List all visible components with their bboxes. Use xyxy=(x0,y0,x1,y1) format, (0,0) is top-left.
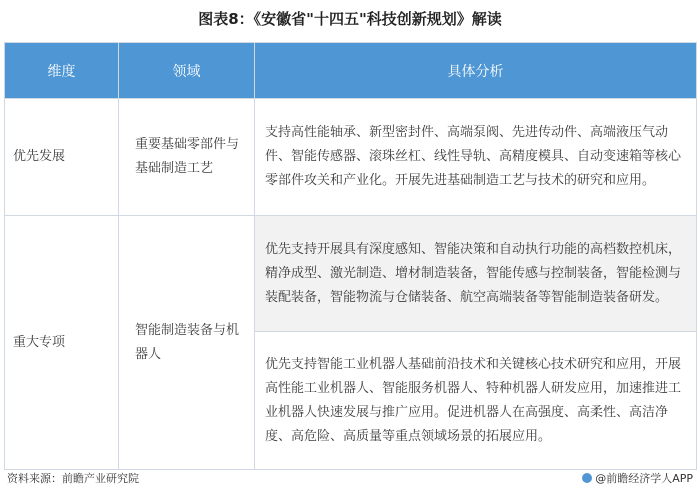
table-row xyxy=(5,99,697,216)
dimension-cell: 优先发展 xyxy=(5,99,119,216)
analysis-cell: 优先支持智能工业机器人基础前沿技术和关键核心技术研究和应用，开展高性能工业机器人、智能服务机器人、特种机器人研发应用，加速推进工业机器人快速发展与推广应用。促进机器人在高强度、高柔性、高洁净度、高危险、高质量等重点领域场景的拓展应用。 xyxy=(255,332,697,470)
header-field: 领域 xyxy=(119,43,255,99)
header-analysis: 具体分析 xyxy=(255,43,697,99)
analysis-cell: 优先支持开展具有深度感知、智能决策和自动执行功能的高档数控机床，精净成型、激光制造、增材制造装备，智能传感与控制装备，智能检测与装配装备，智能物流与仓储装备、航空高端装备等智能制造装备研发。 xyxy=(255,216,697,332)
brand-label: @前瞻经济学人APP xyxy=(595,472,693,485)
field-cell: 智能制造装备与机器人 xyxy=(119,216,255,470)
header-dimension: 维度 xyxy=(5,43,119,99)
brand-logo-icon xyxy=(582,473,592,483)
interpretation-table xyxy=(4,42,697,470)
table-header-row xyxy=(5,43,697,99)
table-row xyxy=(5,216,697,332)
figure-title: 图表8：《安徽省"十四五"科技创新规划》解读 xyxy=(198,10,502,28)
brand-credit xyxy=(582,466,693,491)
field-cell: 重要基础零部件与基础制造工艺 xyxy=(119,99,255,216)
source-note: 资料来源：前瞻产业研究院 xyxy=(7,472,139,485)
dimension-cell: 重大专项 xyxy=(5,216,119,470)
analysis-cell: 支持高性能轴承、新型密封件、高端泵阀、先进传动件、高端液压气动件、智能传感器、滚珠丝杠、线性导轨、高精度模具、自动变速箱等核心零部件攻关和产业化。开展先进基础制造工艺与技术的研究和应用。 xyxy=(255,99,697,216)
footer xyxy=(0,466,700,491)
